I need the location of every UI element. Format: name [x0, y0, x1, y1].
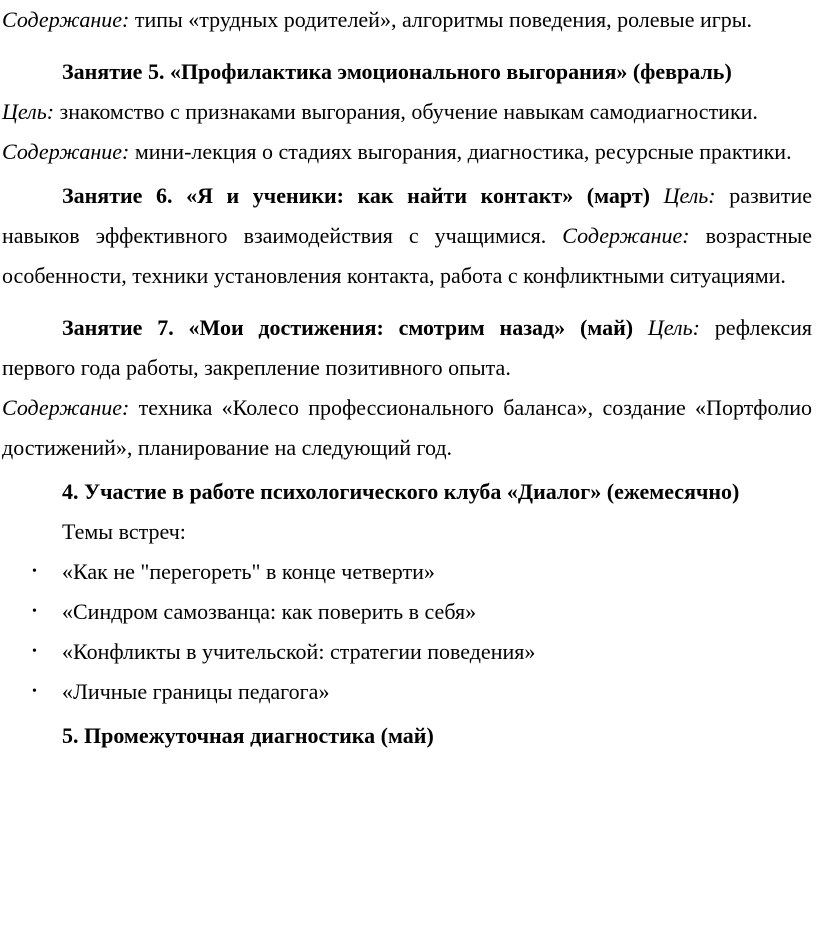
list-item: • «Личные границы педагога» [2, 672, 812, 712]
content-text: техника «Колесо профессионального баланса», создание «Портфолио достижений», планирование на следующий год. [2, 395, 812, 460]
goal-text: развитие навыков эффективного взаимодействия с учащимися. [2, 183, 812, 248]
block1-paragraph [2, 0, 812, 40]
lesson7-goal-paragraph [2, 308, 812, 388]
content-label: Содержание: [2, 395, 130, 420]
goal-text: знакомство с признаками выгорания, обучение навыкам самодиагностики. [54, 99, 758, 124]
content-label: Содержание: [2, 7, 130, 32]
bullet-icon: • [32, 644, 37, 659]
lesson6-title: Занятие 6. «Я и ученики: как найти контакт» (март) [62, 183, 651, 208]
lesson7-title: Занятие 7. «Мои достижения: смотрим назад» (май) [62, 315, 634, 340]
goal-label: Цель: [2, 99, 55, 124]
goal-label: Цель: [647, 315, 700, 340]
lesson5-title: Занятие 5. «Профилактика эмоционального выгорания» (февраль) [62, 59, 732, 84]
list-item: • «Как не "перегореть" в конце четверти» [2, 552, 812, 592]
content-text: возрастные особенности, техники установления контакта, работа с конфликтными ситуациями. [2, 223, 813, 288]
section4-title: 4. Участие в работе психологического клуба «Диалог» (ежемесячно) [62, 479, 740, 504]
list-item: • «Конфликты в учительской: стратегии поведения» [2, 632, 812, 672]
lesson7-content [2, 388, 812, 468]
themes-list [2, 552, 812, 712]
section5-title: 5. Промежуточная диагностика (май) [62, 723, 434, 748]
goal-label: Цель: [663, 183, 716, 208]
bullet-icon: • [32, 564, 37, 579]
content-label: Содержание: [562, 223, 690, 248]
list-item: • «Синдром самозванца: как поверить в себя» [2, 592, 812, 632]
bullet-icon: • [32, 604, 37, 619]
goal-text: рефлексия первого года работы, закрепление позитивного опыта. [2, 315, 812, 380]
content-text: мини-лекция о стадиях выгорания, диагностика, ресурсные практики. [129, 139, 792, 164]
lesson5-content [2, 132, 812, 172]
content-text: типы «трудных родителей», алгоритмы поведения, ролевые игры. [129, 7, 753, 32]
bullet-icon: • [32, 684, 37, 699]
content-label: Содержание: [2, 139, 130, 164]
themes-label: Темы встреч: [62, 519, 186, 544]
lesson5-goal [2, 92, 812, 132]
lesson6-paragraph [2, 176, 812, 296]
